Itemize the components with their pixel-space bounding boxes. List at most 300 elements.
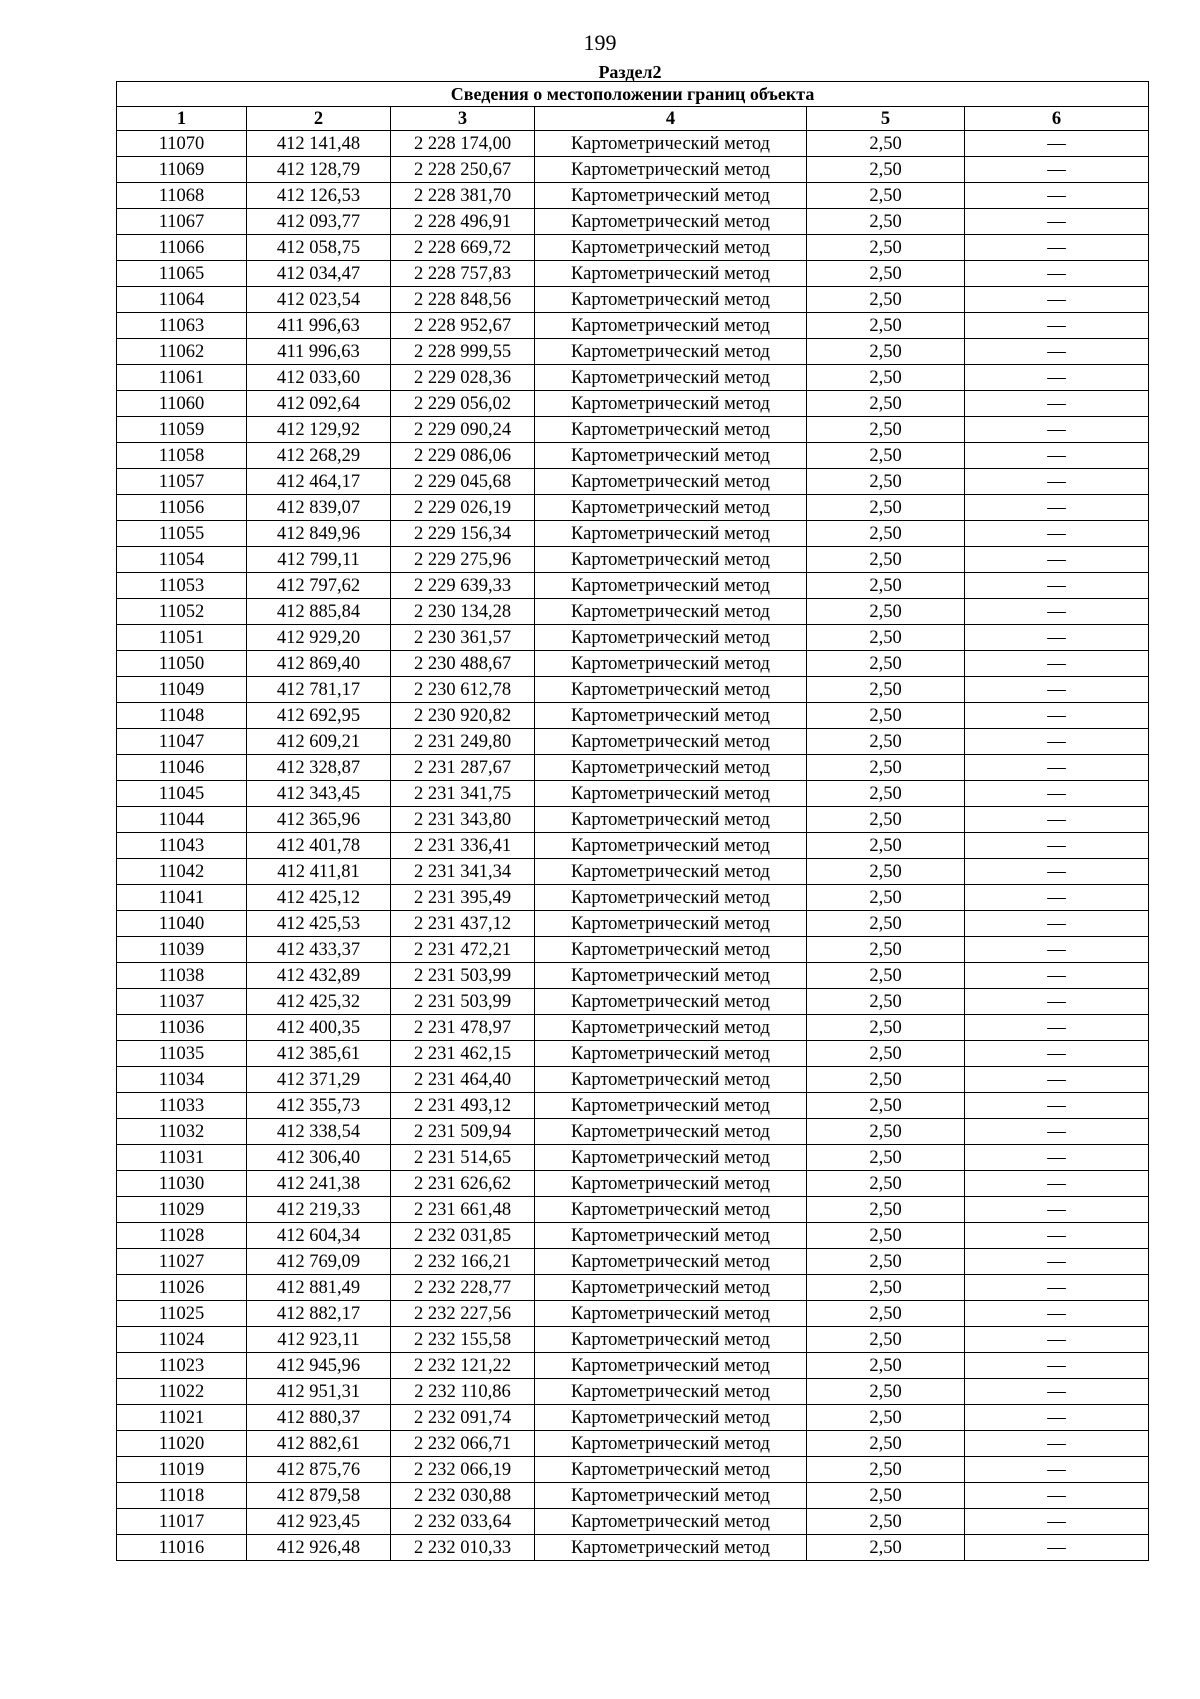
- table-cell: 11059: [117, 417, 247, 443]
- table-cell: 2 231 343,80: [391, 807, 535, 833]
- table-cell: 2 229 056,02: [391, 391, 535, 417]
- table-row: [117, 1535, 1149, 1561]
- table-cell: 11045: [117, 781, 247, 807]
- table-row: [117, 339, 1149, 365]
- table-cell: 412 365,96: [247, 807, 391, 833]
- table-cell: Картометрический метод: [535, 703, 807, 729]
- table-cell: 412 875,76: [247, 1457, 391, 1483]
- table-row: [117, 1093, 1149, 1119]
- table-cell: Картометрический метод: [535, 833, 807, 859]
- table-cell: 2 231 336,41: [391, 833, 535, 859]
- table-cell: Картометрический метод: [535, 1119, 807, 1145]
- table-row: [117, 1509, 1149, 1535]
- table-row: [117, 131, 1149, 157]
- table-cell: 11053: [117, 573, 247, 599]
- table-cell: 2,50: [807, 1119, 965, 1145]
- table-cell: —: [965, 235, 1149, 261]
- table-row: [117, 859, 1149, 885]
- table-cell: 412 241,38: [247, 1171, 391, 1197]
- table-cell: 412 425,53: [247, 911, 391, 937]
- table-cell: Картометрический метод: [535, 443, 807, 469]
- table-cell: 2,50: [807, 469, 965, 495]
- table-cell: Картометрический метод: [535, 391, 807, 417]
- table-cell: —: [965, 131, 1149, 157]
- table-cell: Картометрический метод: [535, 1483, 807, 1509]
- table-cell: 11056: [117, 495, 247, 521]
- table-cell: —: [965, 573, 1149, 599]
- table-cell: Картометрический метод: [535, 885, 807, 911]
- column-header: 1: [117, 107, 247, 131]
- table-cell: 2 229 275,96: [391, 547, 535, 573]
- table-cell: 2 229 028,36: [391, 365, 535, 391]
- table-cell: 2 232 031,85: [391, 1223, 535, 1249]
- table-cell: 11021: [117, 1405, 247, 1431]
- table-cell: 2 232 066,19: [391, 1457, 535, 1483]
- column-header: 3: [391, 107, 535, 131]
- table-cell: 2 229 045,68: [391, 469, 535, 495]
- table-cell: —: [965, 1119, 1149, 1145]
- table-cell: 2 228 848,56: [391, 287, 535, 313]
- table-cell: Картометрический метод: [535, 365, 807, 391]
- table-cell: —: [965, 833, 1149, 859]
- table-cell: 11037: [117, 989, 247, 1015]
- table-row: [117, 1353, 1149, 1379]
- table-cell: 11057: [117, 469, 247, 495]
- table-cell: 2 231 472,21: [391, 937, 535, 963]
- table-cell: Картометрический метод: [535, 989, 807, 1015]
- column-header: 6: [965, 107, 1149, 131]
- table-cell: 2,50: [807, 781, 965, 807]
- table-cell: —: [965, 1509, 1149, 1535]
- table-cell: 2 229 086,06: [391, 443, 535, 469]
- table-cell: 412 141,48: [247, 131, 391, 157]
- table-cell: Картометрический метод: [535, 1093, 807, 1119]
- table-cell: —: [965, 911, 1149, 937]
- table-cell: 2 232 091,74: [391, 1405, 535, 1431]
- table-cell: Картометрический метод: [535, 1171, 807, 1197]
- table-cell: 412 328,87: [247, 755, 391, 781]
- table-cell: 412 951,31: [247, 1379, 391, 1405]
- table-cell: 2,50: [807, 807, 965, 833]
- table-cell: 2 232 010,33: [391, 1535, 535, 1561]
- table-row: [117, 599, 1149, 625]
- table-cell: —: [965, 1535, 1149, 1561]
- table-cell: —: [965, 1067, 1149, 1093]
- table-cell: 11069: [117, 157, 247, 183]
- table-cell: Картометрический метод: [535, 1041, 807, 1067]
- table-cell: 412 400,35: [247, 1015, 391, 1041]
- table-cell: 2,50: [807, 937, 965, 963]
- table-cell: 11042: [117, 859, 247, 885]
- table-cell: —: [965, 1249, 1149, 1275]
- table-cell: Картометрический метод: [535, 183, 807, 209]
- table-cell: 412 129,92: [247, 417, 391, 443]
- table-cell: 2,50: [807, 1457, 965, 1483]
- table-cell: 2 229 639,33: [391, 573, 535, 599]
- table-cell: Картометрический метод: [535, 313, 807, 339]
- table-cell: Картометрический метод: [535, 1431, 807, 1457]
- table-row: [117, 677, 1149, 703]
- table-cell: 2,50: [807, 287, 965, 313]
- table-cell: 412 058,75: [247, 235, 391, 261]
- boundary-table: [116, 81, 1149, 1561]
- table-cell: 412 219,33: [247, 1197, 391, 1223]
- table-cell: 2,50: [807, 1093, 965, 1119]
- table-cell: Картометрический метод: [535, 1353, 807, 1379]
- table-cell: 412 879,58: [247, 1483, 391, 1509]
- table-cell: Картометрический метод: [535, 261, 807, 287]
- table-cell: 412 034,47: [247, 261, 391, 287]
- table-cell: 2,50: [807, 391, 965, 417]
- table-cell: Картометрический метод: [535, 781, 807, 807]
- table-cell: 11064: [117, 287, 247, 313]
- table-cell: 11054: [117, 547, 247, 573]
- table-cell: 11029: [117, 1197, 247, 1223]
- table-cell: 412 880,37: [247, 1405, 391, 1431]
- table-cell: —: [965, 937, 1149, 963]
- table-cell: 2 230 134,28: [391, 599, 535, 625]
- table-cell: 412 128,79: [247, 157, 391, 183]
- table-cell: —: [965, 1301, 1149, 1327]
- table-cell: Картометрический метод: [535, 963, 807, 989]
- table-row: [117, 1171, 1149, 1197]
- table-caption: Сведения о местоположении границ объекта: [117, 82, 1149, 107]
- table-cell: 11035: [117, 1041, 247, 1067]
- table-cell: —: [965, 443, 1149, 469]
- table-cell: 412 882,17: [247, 1301, 391, 1327]
- table-cell: 412 425,32: [247, 989, 391, 1015]
- table-cell: —: [965, 157, 1149, 183]
- table-cell: Картометрический метод: [535, 625, 807, 651]
- table-cell: —: [965, 807, 1149, 833]
- table-cell: Картометрический метод: [535, 651, 807, 677]
- table-cell: 2 231 437,12: [391, 911, 535, 937]
- table-cell: —: [965, 625, 1149, 651]
- table-cell: 2,50: [807, 183, 965, 209]
- table-cell: —: [965, 1093, 1149, 1119]
- table-cell: 11022: [117, 1379, 247, 1405]
- table-row: [117, 807, 1149, 833]
- table-cell: 412 839,07: [247, 495, 391, 521]
- table-row: [117, 833, 1149, 859]
- table-cell: 2,50: [807, 1275, 965, 1301]
- table-cell: 11060: [117, 391, 247, 417]
- table-cell: 11066: [117, 235, 247, 261]
- table-cell: 2 228 174,00: [391, 131, 535, 157]
- table-cell: 2 232 155,58: [391, 1327, 535, 1353]
- table-cell: 2 232 030,88: [391, 1483, 535, 1509]
- table-cell: Картометрический метод: [535, 755, 807, 781]
- table-cell: —: [965, 885, 1149, 911]
- table-row: [117, 1379, 1149, 1405]
- table-cell: 2,50: [807, 131, 965, 157]
- table-cell: 2 231 493,12: [391, 1093, 535, 1119]
- table-cell: Картометрический метод: [535, 157, 807, 183]
- table-cell: 412 023,54: [247, 287, 391, 313]
- table-row: [117, 1405, 1149, 1431]
- table-cell: 2 231 503,99: [391, 989, 535, 1015]
- table-cell: 2 232 166,21: [391, 1249, 535, 1275]
- table-cell: 2 232 228,77: [391, 1275, 535, 1301]
- table-cell: 412 385,61: [247, 1041, 391, 1067]
- table-cell: 11030: [117, 1171, 247, 1197]
- table-cell: Картометрический метод: [535, 859, 807, 885]
- table-cell: 11061: [117, 365, 247, 391]
- table-cell: 11038: [117, 963, 247, 989]
- table-cell: 412 882,61: [247, 1431, 391, 1457]
- table-cell: 2,50: [807, 339, 965, 365]
- table-cell: 11063: [117, 313, 247, 339]
- table-cell: Картометрический метод: [535, 573, 807, 599]
- table-cell: Картометрический метод: [535, 209, 807, 235]
- table-row: [117, 1067, 1149, 1093]
- table-cell: Картометрический метод: [535, 521, 807, 547]
- table-row: [117, 937, 1149, 963]
- table-row: [117, 183, 1149, 209]
- table-row: [117, 1041, 1149, 1067]
- table-cell: Картометрический метод: [535, 1275, 807, 1301]
- table-row: [117, 521, 1149, 547]
- table-cell: 412 464,17: [247, 469, 391, 495]
- table-cell: 412 432,89: [247, 963, 391, 989]
- table-cell: 2,50: [807, 495, 965, 521]
- table-cell: 2 231 249,80: [391, 729, 535, 755]
- table-cell: 2,50: [807, 911, 965, 937]
- table-row: [117, 1431, 1149, 1457]
- table-cell: 2,50: [807, 1067, 965, 1093]
- table-cell: —: [965, 547, 1149, 573]
- table-row: [117, 1483, 1149, 1509]
- table-row: [117, 1301, 1149, 1327]
- column-header: 2: [247, 107, 391, 131]
- table-cell: Картометрический метод: [535, 911, 807, 937]
- table-cell: 412 929,20: [247, 625, 391, 651]
- table-cell: Картометрический метод: [535, 1067, 807, 1093]
- table-cell: 412 306,40: [247, 1145, 391, 1171]
- table-cell: 11062: [117, 339, 247, 365]
- table-row: [117, 287, 1149, 313]
- table-row: [117, 469, 1149, 495]
- table-cell: 412 355,73: [247, 1093, 391, 1119]
- table-cell: 11024: [117, 1327, 247, 1353]
- table-cell: 2,50: [807, 599, 965, 625]
- table-cell: 2,50: [807, 989, 965, 1015]
- table-cell: —: [965, 1145, 1149, 1171]
- table-cell: —: [965, 1379, 1149, 1405]
- table-cell: 2 231 395,49: [391, 885, 535, 911]
- table-row: [117, 989, 1149, 1015]
- table-cell: 412 923,45: [247, 1509, 391, 1535]
- table-cell: 11027: [117, 1249, 247, 1275]
- column-header: 4: [535, 107, 807, 131]
- table-cell: 11023: [117, 1353, 247, 1379]
- table-cell: 2 231 661,48: [391, 1197, 535, 1223]
- table-cell: 412 433,37: [247, 937, 391, 963]
- table-cell: 2 228 381,70: [391, 183, 535, 209]
- table-cell: Картометрический метод: [535, 729, 807, 755]
- table-cell: 412 881,49: [247, 1275, 391, 1301]
- table-cell: 412 692,95: [247, 703, 391, 729]
- table-cell: 412 268,29: [247, 443, 391, 469]
- table-row: [117, 703, 1149, 729]
- table-cell: 2,50: [807, 521, 965, 547]
- table-cell: 2,50: [807, 573, 965, 599]
- table-cell: —: [965, 183, 1149, 209]
- table-cell: 11018: [117, 1483, 247, 1509]
- table-cell: —: [965, 1015, 1149, 1041]
- table-cell: —: [965, 1275, 1149, 1301]
- table-cell: 2 231 464,40: [391, 1067, 535, 1093]
- table-cell: Картометрический метод: [535, 807, 807, 833]
- table-cell: —: [965, 391, 1149, 417]
- table-row: [117, 729, 1149, 755]
- table-cell: 2 228 250,67: [391, 157, 535, 183]
- table-cell: —: [965, 313, 1149, 339]
- table-cell: 2 232 227,56: [391, 1301, 535, 1327]
- table-cell: 412 926,48: [247, 1535, 391, 1561]
- table-cell: 412 401,78: [247, 833, 391, 859]
- table-cell: 411 996,63: [247, 313, 391, 339]
- table-cell: 2 230 488,67: [391, 651, 535, 677]
- table-cell: —: [965, 1457, 1149, 1483]
- table-row: [117, 209, 1149, 235]
- table-cell: 412 945,96: [247, 1353, 391, 1379]
- table-cell: Картометрический метод: [535, 131, 807, 157]
- table-cell: 2 232 066,71: [391, 1431, 535, 1457]
- table-cell: 2 229 026,19: [391, 495, 535, 521]
- table-cell: 2,50: [807, 1145, 965, 1171]
- table-cell: 412 849,96: [247, 521, 391, 547]
- table-cell: 11070: [117, 131, 247, 157]
- table-row: [117, 573, 1149, 599]
- table-cell: 2 228 757,83: [391, 261, 535, 287]
- table-cell: 2 228 999,55: [391, 339, 535, 365]
- table-cell: 412 769,09: [247, 1249, 391, 1275]
- table-cell: —: [965, 209, 1149, 235]
- table-cell: 2,50: [807, 1041, 965, 1067]
- table-cell: 2,50: [807, 1405, 965, 1431]
- table-cell: 2,50: [807, 313, 965, 339]
- table-row: [117, 651, 1149, 677]
- table-row: [117, 547, 1149, 573]
- table-cell: —: [965, 755, 1149, 781]
- table-cell: 2,50: [807, 365, 965, 391]
- table-cell: —: [965, 1353, 1149, 1379]
- table-cell: 11032: [117, 1119, 247, 1145]
- table-cell: 2 230 612,78: [391, 677, 535, 703]
- table-cell: 2,50: [807, 1379, 965, 1405]
- table-cell: 2 231 503,99: [391, 963, 535, 989]
- table-cell: 2,50: [807, 1249, 965, 1275]
- section-title: Раздел2: [598, 62, 662, 82]
- table-cell: Картометрический метод: [535, 287, 807, 313]
- table-row: [117, 1119, 1149, 1145]
- table-cell: Картометрический метод: [535, 495, 807, 521]
- table-cell: 11041: [117, 885, 247, 911]
- table-row: [117, 1275, 1149, 1301]
- table-cell: 11067: [117, 209, 247, 235]
- table-cell: 412 797,62: [247, 573, 391, 599]
- table-cell: 2 231 478,97: [391, 1015, 535, 1041]
- table-cell: —: [965, 417, 1149, 443]
- table-cell: 2,50: [807, 1431, 965, 1457]
- table-cell: —: [965, 469, 1149, 495]
- table-cell: 2 232 121,22: [391, 1353, 535, 1379]
- table-cell: 11055: [117, 521, 247, 547]
- table-row: [117, 1015, 1149, 1041]
- table-cell: —: [965, 1405, 1149, 1431]
- table-cell: 2,50: [807, 1483, 965, 1509]
- table-cell: —: [965, 365, 1149, 391]
- table-cell: 11043: [117, 833, 247, 859]
- table-cell: 11017: [117, 1509, 247, 1535]
- table-cell: 2 229 090,24: [391, 417, 535, 443]
- table-cell: —: [965, 781, 1149, 807]
- table-cell: Картометрический метод: [535, 1379, 807, 1405]
- table-cell: 11051: [117, 625, 247, 651]
- table-row: [117, 1145, 1149, 1171]
- table-cell: 2,50: [807, 729, 965, 755]
- table-cell: 2 228 496,91: [391, 209, 535, 235]
- table-cell: 2 231 287,67: [391, 755, 535, 781]
- table-row: [117, 157, 1149, 183]
- table-cell: Картометрический метод: [535, 235, 807, 261]
- table-cell: 2 231 462,15: [391, 1041, 535, 1067]
- table-cell: 2 230 920,82: [391, 703, 535, 729]
- table-cell: Картометрический метод: [535, 1301, 807, 1327]
- table-cell: 2,50: [807, 677, 965, 703]
- table-cell: Картометрический метод: [535, 1457, 807, 1483]
- table-cell: 11048: [117, 703, 247, 729]
- table-cell: 2,50: [807, 443, 965, 469]
- table-row: [117, 1249, 1149, 1275]
- table-row: [117, 1223, 1149, 1249]
- table-cell: —: [965, 1483, 1149, 1509]
- table-cell: 2 230 361,57: [391, 625, 535, 651]
- table-cell: 11019: [117, 1457, 247, 1483]
- table-cell: 412 869,40: [247, 651, 391, 677]
- table-cell: 11046: [117, 755, 247, 781]
- table-cell: 11044: [117, 807, 247, 833]
- table-cell: 2,50: [807, 261, 965, 287]
- table-cell: 2 232 033,64: [391, 1509, 535, 1535]
- table-cell: —: [965, 1171, 1149, 1197]
- table-cell: 2 231 341,34: [391, 859, 535, 885]
- table-cell: 2,50: [807, 1015, 965, 1041]
- table-cell: —: [965, 1431, 1149, 1457]
- table-cell: Картометрический метод: [535, 547, 807, 573]
- table-cell: —: [965, 1197, 1149, 1223]
- table-cell: Картометрический метод: [535, 1535, 807, 1561]
- table-cell: —: [965, 677, 1149, 703]
- table-cell: Картометрический метод: [535, 1223, 807, 1249]
- table-cell: 2 232 110,86: [391, 1379, 535, 1405]
- table-cell: 2 228 952,67: [391, 313, 535, 339]
- table-cell: 2,50: [807, 1327, 965, 1353]
- table-cell: —: [965, 287, 1149, 313]
- table-row: [117, 1327, 1149, 1353]
- table-cell: 412 923,11: [247, 1327, 391, 1353]
- table-cell: 412 604,34: [247, 1223, 391, 1249]
- table-cell: 2,50: [807, 1509, 965, 1535]
- table-cell: 2,50: [807, 833, 965, 859]
- table-cell: 11052: [117, 599, 247, 625]
- table-cell: Картометрический метод: [535, 599, 807, 625]
- table-cell: 2,50: [807, 1223, 965, 1249]
- table-row: [117, 417, 1149, 443]
- table-row: [117, 781, 1149, 807]
- table-body: [117, 131, 1149, 1561]
